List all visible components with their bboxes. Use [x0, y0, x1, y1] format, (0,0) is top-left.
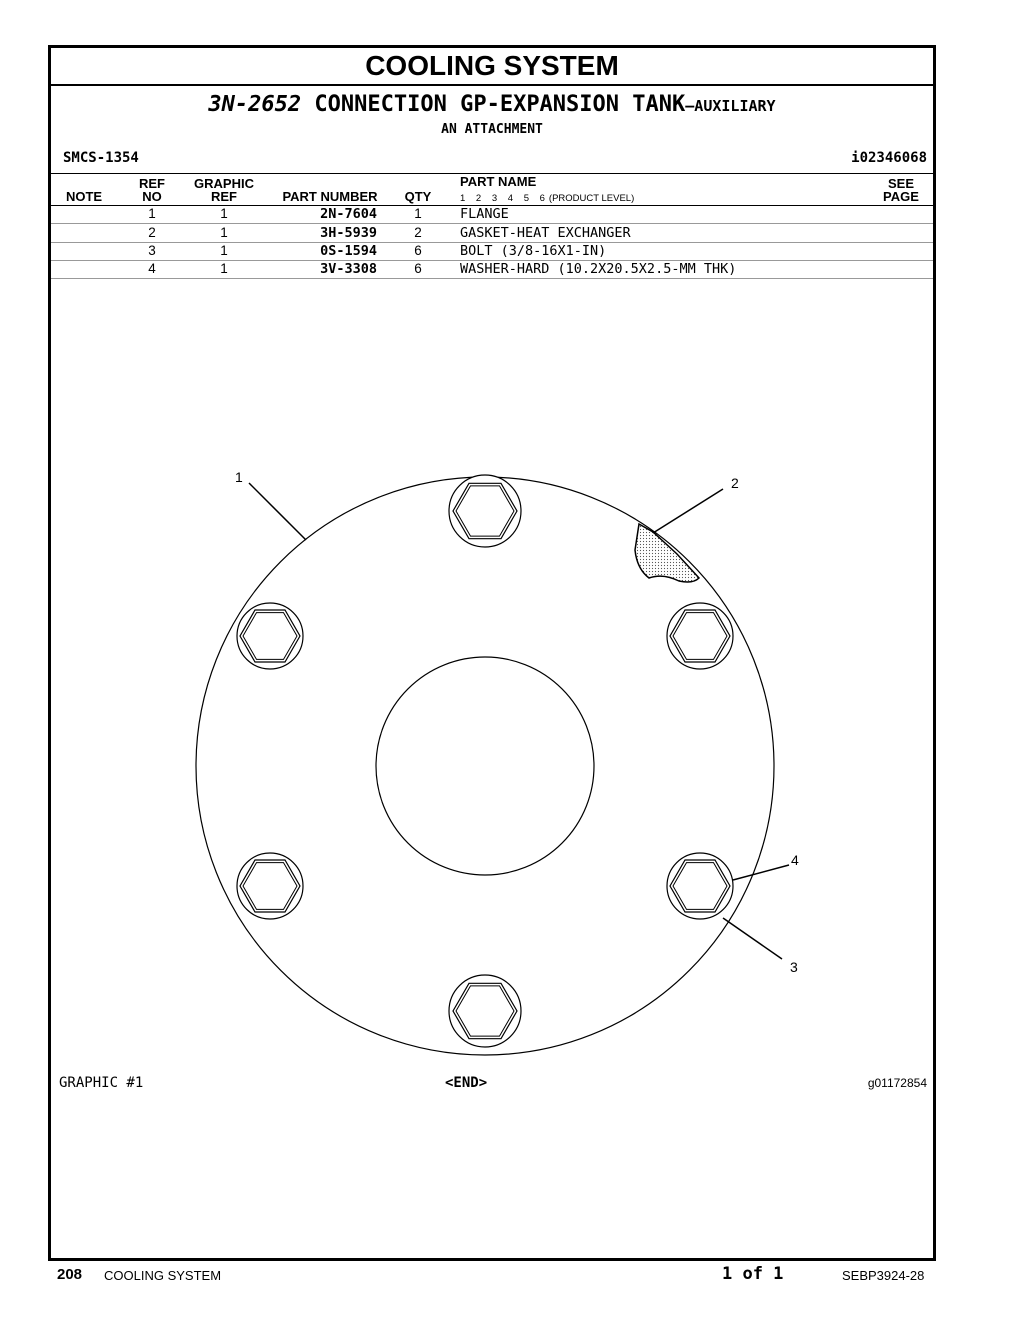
- part-number: 3V-3308: [320, 261, 377, 277]
- header-graphic-bottom: REF: [211, 189, 237, 204]
- graphic-ref: 1: [220, 206, 228, 221]
- part-number: 2N-7604: [320, 206, 377, 222]
- header-see-bottom: PAGE: [883, 189, 919, 204]
- footer-page-of: 1 of 1: [722, 1264, 784, 1284]
- ref-no: 2: [148, 225, 156, 240]
- leader-line-3: [723, 918, 782, 959]
- leader-line-1: [249, 483, 306, 540]
- center-bore: [376, 657, 594, 875]
- ref-no: 4: [148, 261, 156, 276]
- group-part-number: 3N-2652: [208, 92, 302, 117]
- ref-no: 1: [148, 206, 156, 221]
- bolt-upper-right: [667, 603, 733, 669]
- qty: 6: [414, 243, 422, 258]
- flange-outline: [196, 477, 774, 1055]
- page-frame: [48, 45, 936, 1261]
- gasket-fragment: [635, 524, 699, 582]
- graphic-ref: 1: [220, 261, 228, 276]
- document-id: i02346068: [851, 150, 927, 166]
- header-ref-bottom: NO: [142, 189, 162, 204]
- footer-section: COOLING SYSTEM: [104, 1268, 222, 1283]
- header-qty: QTY: [404, 189, 432, 204]
- levels-label: (PRODUCT LEVEL): [548, 193, 635, 204]
- qty: 2: [414, 225, 422, 240]
- part-name: GASKET-HEAT EXCHANGER: [460, 225, 631, 241]
- attachment-label: AN ATTACHMENT: [441, 122, 543, 137]
- header-part-name: PART NAME: [460, 174, 537, 189]
- bolt-upper-left: [237, 603, 303, 669]
- qty: 1: [414, 206, 422, 221]
- flange-diagram: [51, 48, 933, 1258]
- part-name: BOLT (3/8-16X1-IN): [460, 243, 607, 259]
- bolt-top: [449, 475, 521, 547]
- header-ref-top: REF: [139, 176, 165, 191]
- leader-line-2: [653, 489, 723, 533]
- header-note: NOTE: [65, 189, 103, 204]
- graphic-label: GRAPHIC #1: [59, 1075, 144, 1091]
- callout-4: 4: [791, 852, 799, 868]
- group-suffix: —AUXILIARY: [685, 97, 776, 115]
- footer-page-number: 208: [57, 1266, 83, 1283]
- footer-doc-number: SEBP3924-28: [842, 1268, 925, 1283]
- ref-no: 3: [148, 243, 156, 258]
- part-name: FLANGE: [460, 206, 509, 222]
- part-name: WASHER-HARD (10.2X20.5X2.5-MM THK): [460, 261, 737, 277]
- part-number: 0S-1594: [320, 243, 377, 259]
- header-graphic-top: GRAPHIC: [194, 176, 254, 191]
- callout-3: 3: [790, 959, 798, 975]
- bolt-lower-left: [237, 853, 303, 919]
- callout-2: 2: [731, 475, 739, 491]
- header-see-top: SEE: [887, 176, 914, 191]
- graphic-id: g01172854: [867, 1076, 927, 1090]
- graphic-ref: 1: [220, 243, 228, 258]
- group-name: CONNECTION GP-EXPANSION TANK: [314, 92, 686, 117]
- section-title: COOLING SYSTEM: [51, 48, 933, 86]
- end-marker: <END>: [445, 1075, 488, 1091]
- levels-numbers: 1 2 3 4 5 6: [460, 193, 545, 204]
- bolt-lower-right: [667, 853, 733, 919]
- leader-line-4: [733, 865, 789, 880]
- qty: 6: [414, 261, 422, 276]
- header-part-number: PART NUMBER: [282, 189, 378, 204]
- smcs-code: SMCS-1354: [63, 150, 139, 166]
- graphic-ref: 1: [220, 225, 228, 240]
- callout-1: 1: [235, 469, 243, 485]
- part-number: 3H-5939: [320, 225, 377, 241]
- bolt-bottom: [449, 975, 521, 1047]
